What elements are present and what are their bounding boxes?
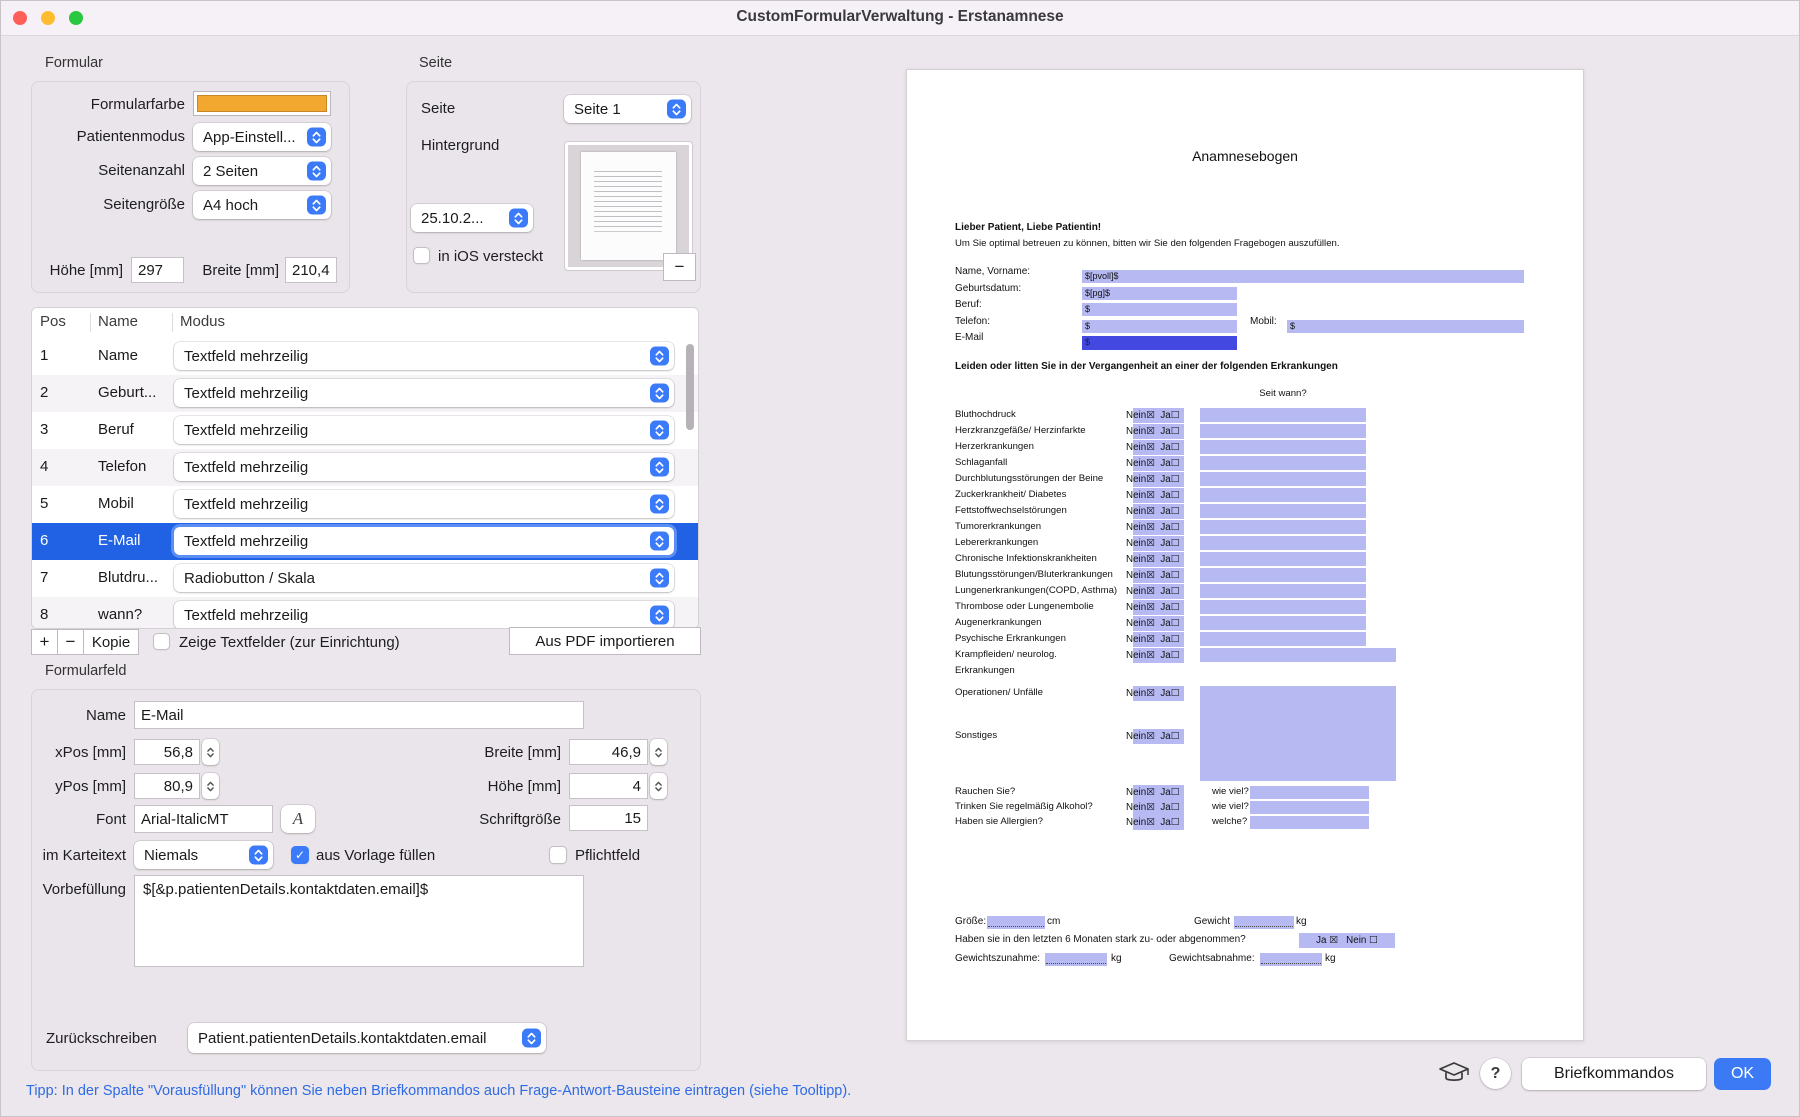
- preview-question-label: Chronische Infektionskrankheiten: [955, 553, 1097, 564]
- briefkommandos-button[interactable]: Briefkommandos: [1522, 1058, 1706, 1090]
- row-name: Geburt...: [98, 384, 157, 401]
- weight-question: Haben sie in den letzten 6 Monaten stark zu- oder abgenommen?: [955, 934, 1246, 945]
- nein-ja-checkboxes[interactable]: Nein☒ Ja☐: [1126, 785, 1184, 800]
- chevron-up-down-icon: [667, 100, 686, 119]
- gewicht-field[interactable]: [1234, 916, 1294, 929]
- seit-wann-field[interactable]: [1200, 632, 1366, 646]
- preview-question-label: Zuckerkrankheit/ Diabetes: [955, 489, 1067, 500]
- footer-tip: Tipp: In der Spalte "Vorausfüllung" können Sie neben Briefkommandos auch Frage-Antwort-Bausteine eintragen (siehe Tooltipp).: [26, 1083, 852, 1099]
- aus-vorlage-checkbox[interactable]: ✓: [291, 846, 309, 864]
- chevron-up-down-icon: [307, 196, 326, 215]
- nein-ja-checkboxes[interactable]: Nein☒ Ja☐: [1126, 648, 1184, 663]
- row-modus-dropdown[interactable]: Textfeld mehrzeilig: [174, 601, 674, 629]
- seite-dropdown[interactable]: Seite 1: [564, 95, 691, 123]
- seit-wann-field[interactable]: [1200, 472, 1366, 486]
- color-swatch-fill: [197, 95, 327, 112]
- pflichtfeld-checkbox[interactable]: [549, 846, 567, 864]
- row-pos: 4: [40, 458, 49, 475]
- row-name: wann?: [98, 606, 143, 623]
- zeige-textfelder-checkbox[interactable]: [153, 633, 170, 650]
- preview-question-label: Blutungsstörungen/Bluterkrankungen: [955, 569, 1113, 580]
- groesse-label: Größe:: [955, 916, 987, 927]
- preview-question-label: Bluthochdruck: [955, 409, 1016, 420]
- breite-input[interactable]: 210,4: [285, 257, 337, 283]
- table-row[interactable]: [32, 449, 698, 486]
- nein-ja-checkboxes[interactable]: Nein☒ Ja☐: [1126, 815, 1184, 830]
- seitenanzahl-label: Seitenanzahl: [98, 162, 185, 179]
- gewicht-label: Gewicht: [1194, 916, 1231, 927]
- seit-wann-field[interactable]: [1200, 648, 1396, 662]
- groesse-unit: cm: [1047, 916, 1061, 927]
- abnahme-unit: kg: [1325, 953, 1336, 964]
- chevron-up-down-icon: [509, 209, 528, 228]
- add-field-button[interactable]: +: [31, 629, 58, 655]
- pflichtfeld-label: Pflichtfeld: [575, 847, 641, 864]
- preview-greeting-bold: Lieber Patient, Liebe Patientin!: [955, 222, 1102, 233]
- preview-question-label: Rauchen Sie?: [955, 786, 1016, 797]
- formularfarbe-swatch[interactable]: [193, 91, 331, 116]
- preview-field-label: Beruf:: [955, 299, 982, 310]
- karteitext-dropdown[interactable]: Niemals: [134, 841, 273, 869]
- zunahme-label: Gewichtszunahme:: [955, 953, 1041, 964]
- row-modus-dropdown[interactable]: Textfeld mehrzeilig: [174, 379, 674, 407]
- row-modus-dropdown[interactable]: Textfeld mehrzeilig: [174, 416, 674, 444]
- vorbefuellung-label: Vorbefüllung: [42, 881, 126, 898]
- preview-question-label: Schlaganfall: [955, 457, 1008, 468]
- schriftgroesse-label: Schriftgröße: [479, 811, 561, 828]
- ja-nein-checkboxes[interactable]: Ja ☒ Nein ☐: [1299, 933, 1395, 948]
- seite-group-label: Seite: [419, 55, 453, 71]
- preview-section-title: Leiden oder litten Sie in der Vergangenheit an einer der folgenden Erkrankungen: [955, 361, 1338, 372]
- preview-field-label: Geburtsdatum:: [955, 282, 1022, 294]
- table-row[interactable]: [32, 338, 698, 375]
- nein-ja-checkboxes[interactable]: Nein☒ Ja☐: [1126, 729, 1184, 744]
- preview-question-label: Durchblutungsstörungen der Beine: [955, 473, 1104, 484]
- abnahme-field[interactable]: [1260, 953, 1322, 966]
- nein-ja-checkboxes[interactable]: Nein☒ Ja☐: [1126, 424, 1184, 439]
- feld-breite-label: Breite [mm]: [484, 744, 561, 761]
- preview-question-label: Herzerkrankungen: [955, 441, 1034, 452]
- nein-ja-checkboxes[interactable]: Nein☒ Ja☐: [1126, 552, 1184, 567]
- hoehe-input[interactable]: 297: [131, 257, 184, 283]
- groesse-field[interactable]: [987, 916, 1045, 929]
- table-row[interactable]: [32, 597, 698, 629]
- window-title: CustomFormularVerwaltung - Erstanamnese: [736, 8, 1064, 25]
- chevron-up-down-icon: [249, 846, 268, 865]
- font-picker-button[interactable]: [281, 805, 315, 833]
- remove-background-button[interactable]: −: [663, 253, 696, 281]
- table-row[interactable]: [32, 375, 698, 412]
- chevron-up-down-icon: [650, 421, 669, 440]
- table-row[interactable]: [32, 412, 698, 449]
- seitenanzahl-dropdown[interactable]: 2 Seiten: [193, 157, 331, 185]
- seit-wann-field[interactable]: [1200, 600, 1366, 614]
- col-name: Name: [98, 313, 139, 330]
- aus-pdf-importieren-button[interactable]: Aus PDF importieren: [509, 627, 701, 655]
- zurueckschreiben-label: Zurückschreiben: [46, 1030, 157, 1047]
- nein-ja-checkboxes[interactable]: Nein☒ Ja☐: [1126, 488, 1184, 503]
- seit-wann-field[interactable]: [1200, 520, 1366, 534]
- column-separator: [172, 313, 173, 332]
- font-input[interactable]: Arial-ItalicMT: [134, 805, 273, 833]
- row-pos: 3: [40, 421, 49, 438]
- table-row[interactable]: [32, 523, 698, 560]
- fields-table: [31, 307, 699, 629]
- row-name: Telefon: [98, 458, 147, 475]
- aus-vorlage-label: aus Vorlage füllen: [316, 847, 436, 864]
- nein-ja-checkboxes[interactable]: Nein☒ Ja☐: [1126, 504, 1184, 519]
- preview-question-label: Psychische Erkrankungen: [955, 633, 1066, 644]
- xpos-label: xPos [mm]: [55, 744, 126, 761]
- ios-versteckt-checkbox[interactable]: [413, 247, 430, 264]
- nein-ja-checkboxes[interactable]: Nein☒ Ja☐: [1126, 520, 1184, 535]
- row-name: Mobil: [98, 495, 134, 512]
- patientenmodus-dropdown[interactable]: App-Einstell...: [193, 123, 331, 151]
- feld-breite-input[interactable]: 46,9: [569, 739, 648, 765]
- habit-answer-field[interactable]: [1250, 786, 1369, 799]
- nein-ja-checkboxes[interactable]: Nein☒ Ja☐: [1126, 616, 1184, 631]
- preview-question-label: Lebererkrankungen: [955, 537, 1039, 548]
- zunahme-field[interactable]: [1045, 953, 1107, 966]
- feld-hoehe-label: Höhe [mm]: [487, 778, 561, 795]
- help-button[interactable]: ?: [1480, 1058, 1511, 1089]
- seit-wann-field[interactable]: [1200, 686, 1396, 726]
- row-name: Blutdru...: [98, 569, 159, 586]
- nein-ja-checkboxes[interactable]: Nein☒ Ja☐: [1126, 686, 1184, 701]
- row-pos: 7: [40, 569, 49, 586]
- preview-question-label: Haben sie Allergien?: [955, 816, 1044, 827]
- preview-question-label: Trinken Sie regelmäßig Alkohol?: [955, 801, 1093, 812]
- row-pos: 8: [40, 606, 49, 623]
- feld-hoehe-input[interactable]: 4: [569, 773, 648, 799]
- remove-field-button[interactable]: −: [57, 629, 84, 655]
- table-header: [32, 308, 698, 339]
- table-scrollbar[interactable]: [686, 344, 694, 430]
- row-pos: 5: [40, 495, 49, 512]
- row-modus-dropdown[interactable]: Textfeld mehrzeilig: [174, 490, 674, 518]
- schriftgroesse-input[interactable]: 15: [569, 805, 648, 831]
- karteitext-label: im Karteitext: [42, 847, 126, 864]
- row-pos: 1: [40, 347, 49, 364]
- seit-wann-field[interactable]: [1200, 536, 1366, 550]
- chevron-up-down-icon: [650, 347, 669, 366]
- hintergrund-thumbnail[interactable]: [564, 141, 693, 271]
- preview-question-label: Herzkranzgefäße/ Herzinfarkte: [955, 425, 1086, 436]
- zeige-textfelder-label: Zeige Textfelder (zur Einrichtung): [179, 634, 400, 651]
- hintergrund-label: Hintergrund: [421, 137, 500, 154]
- seit-wann-field[interactable]: [1200, 488, 1366, 502]
- xpos-input[interactable]: 56,8: [134, 739, 200, 765]
- preview-question-label: Augenerkrankungen: [955, 617, 1042, 628]
- seite-label: Seite: [421, 100, 456, 117]
- ok-button[interactable]: OK: [1714, 1058, 1771, 1090]
- chevron-up-down-icon: [650, 569, 669, 588]
- seit-wann-field[interactable]: [1200, 568, 1366, 582]
- chevron-up-down-icon: [650, 532, 669, 551]
- preview-input-field[interactable]: $: [1082, 320, 1237, 333]
- font-label: Font: [95, 811, 126, 828]
- formularfarbe-label: Formularfarbe: [90, 96, 185, 113]
- nein-ja-checkboxes[interactable]: Nein☒ Ja☐: [1126, 584, 1184, 599]
- seit-wann-field[interactable]: [1200, 616, 1366, 630]
- col-pos: Pos: [40, 313, 66, 330]
- chevron-up-down-icon: [307, 162, 326, 181]
- formularfeld-group-label: Formularfeld: [45, 663, 127, 679]
- titlebar: [1, 1, 1799, 36]
- nein-ja-checkboxes[interactable]: Nein☒ Ja☐: [1126, 600, 1184, 615]
- seit-wann-header: Seit wann?: [1259, 388, 1307, 399]
- nein-ja-checkboxes[interactable]: Nein☒ Ja☐: [1126, 536, 1184, 551]
- seitengroesse-dropdown[interactable]: A4 hoch: [193, 191, 331, 219]
- row-modus-dropdown[interactable]: Radiobutton / Skala: [174, 564, 674, 592]
- preview-question-label: Thrombose oder Lungenembolie: [955, 601, 1094, 612]
- seit-wann-field[interactable]: [1200, 504, 1366, 518]
- habit-answer-field[interactable]: [1250, 801, 1369, 814]
- preview-input-field[interactable]: $[pvoll]$: [1082, 270, 1524, 283]
- preview-question-label: Sonstiges: [955, 730, 998, 741]
- preview-title: Anamnesebogen: [1192, 148, 1298, 164]
- row-modus-dropdown[interactable]: Textfeld mehrzeilig: [174, 342, 674, 370]
- patientenmodus-label: Patientenmodus: [76, 128, 185, 145]
- thumbnail-well: [568, 145, 689, 267]
- seit-wann-field[interactable]: [1200, 424, 1366, 438]
- chevron-up-down-icon: [307, 128, 326, 147]
- kopie-button[interactable]: Kopie: [83, 629, 139, 655]
- hoehe-label: Höhe [mm]: [49, 262, 123, 279]
- preview-field-label: E-Mail: [955, 332, 984, 343]
- row-name: Name: [98, 347, 139, 364]
- preview-greeting-text: Um Sie optimal betreuen zu können, bitten wir Sie den folgenden Fragebogen auszufüllen.: [955, 238, 1340, 249]
- chevron-up-down-icon: [650, 458, 669, 477]
- seitengroesse-label: Seitengröße: [103, 196, 185, 213]
- row-name: Beruf: [98, 421, 134, 438]
- col-modus: Modus: [180, 313, 226, 330]
- preview-question-label: Operationen/ Unfälle: [955, 687, 1043, 698]
- habit-quantity-label: wie viel?: [1212, 786, 1249, 797]
- breite-label: Breite [mm]: [202, 262, 279, 279]
- tutorial-graduation-cap-icon[interactable]: [1438, 1060, 1470, 1091]
- nein-ja-checkboxes[interactable]: Nein☒ Ja☐: [1126, 440, 1184, 455]
- seit-wann-field[interactable]: [1200, 552, 1366, 566]
- row-pos: 2: [40, 384, 49, 401]
- ypos-stepper[interactable]: [202, 773, 219, 799]
- column-separator: [90, 313, 91, 332]
- nein-ja-checkboxes[interactable]: Nein☒ Ja☐: [1126, 472, 1184, 487]
- hoehe-stepper[interactable]: [650, 773, 667, 799]
- zunahme-unit: kg: [1111, 953, 1122, 964]
- preview-question-label: Krampfleiden/ neurolog.: [955, 649, 1057, 660]
- row-modus-dropdown[interactable]: Textfeld mehrzeilig: [174, 453, 674, 481]
- nein-ja-checkboxes[interactable]: Nein☒ Ja☐: [1126, 632, 1184, 647]
- seit-wann-field[interactable]: [1200, 584, 1366, 598]
- abnahme-label: Gewichtsabnahme:: [1169, 953, 1255, 964]
- ypos-label: yPos [mm]: [55, 778, 126, 795]
- chevron-up-down-icon: [650, 606, 669, 625]
- row-modus-dropdown[interactable]: Textfeld mehrzeilig: [174, 527, 674, 555]
- seit-wann-field[interactable]: [1200, 456, 1366, 470]
- preview-input-field[interactable]: $: [1287, 320, 1524, 333]
- nein-ja-checkboxes[interactable]: Nein☒ Ja☐: [1126, 568, 1184, 583]
- chevron-up-down-icon: [650, 495, 669, 514]
- chevron-up-down-icon: [650, 384, 669, 403]
- preview-input-field[interactable]: $: [1082, 336, 1237, 350]
- row-pos: 6: [40, 532, 49, 549]
- habit-quantity-label: welche?: [1212, 816, 1248, 827]
- habit-quantity-label: wie viel?: [1212, 801, 1249, 812]
- thumbnail-page-preview: [581, 152, 675, 259]
- seit-wann-field[interactable]: [1200, 726, 1396, 781]
- ios-versteckt-label: in iOS versteckt: [438, 248, 544, 265]
- breite-stepper[interactable]: [650, 739, 667, 765]
- habit-answer-field[interactable]: [1250, 816, 1369, 829]
- preview-question-label: Tumorerkrankungen: [955, 521, 1042, 532]
- ypos-input[interactable]: 80,9: [134, 773, 200, 799]
- preview-field-label: Telefon:: [955, 315, 991, 327]
- table-row[interactable]: [32, 560, 698, 597]
- feld-name-input[interactable]: E-Mail: [134, 701, 584, 729]
- preview-field-label: Mobil:: [1250, 315, 1277, 327]
- vorbefuellung-textarea[interactable]: $[&p.patientenDetails.kontaktdaten.email]$: [134, 875, 584, 967]
- preview-input-field[interactable]: $: [1082, 303, 1237, 316]
- preview-field-label: Name, Vorname:: [955, 266, 1031, 277]
- preview-question-label: Lungenerkrankungen(COPD, Asthma): [955, 585, 1118, 596]
- nein-ja-checkboxes[interactable]: Nein☒ Ja☐: [1126, 456, 1184, 471]
- gewicht-unit: kg: [1296, 916, 1307, 927]
- nein-ja-checkboxes[interactable]: Nein☒ Ja☐: [1126, 800, 1184, 815]
- table-row[interactable]: [32, 486, 698, 523]
- preview-question-label: Fettstoffwechselstörungen: [955, 505, 1067, 516]
- zurueckschreiben-dropdown[interactable]: Patient.patientenDetails.kontaktdaten.email: [188, 1023, 546, 1053]
- xpos-stepper[interactable]: [202, 739, 219, 765]
- seit-wann-field[interactable]: [1200, 440, 1366, 454]
- nein-ja-checkboxes[interactable]: Nein☒ Ja☐: [1126, 408, 1184, 423]
- row-name: E-Mail: [98, 532, 141, 549]
- font-picker-icon: A: [292, 809, 304, 828]
- form-preview-page: [906, 69, 1584, 1041]
- hintergrund-datum-dropdown[interactable]: 25.10.2...: [411, 204, 533, 232]
- feld-name-label: Name: [85, 707, 126, 724]
- chevron-up-down-icon: [522, 1029, 541, 1048]
- preview-question-label: Erkrankungen: [955, 665, 1015, 676]
- seit-wann-field[interactable]: [1200, 408, 1366, 422]
- formular-group-label: Formular: [45, 55, 104, 71]
- preview-input-field[interactable]: $[pg]$: [1082, 287, 1237, 300]
